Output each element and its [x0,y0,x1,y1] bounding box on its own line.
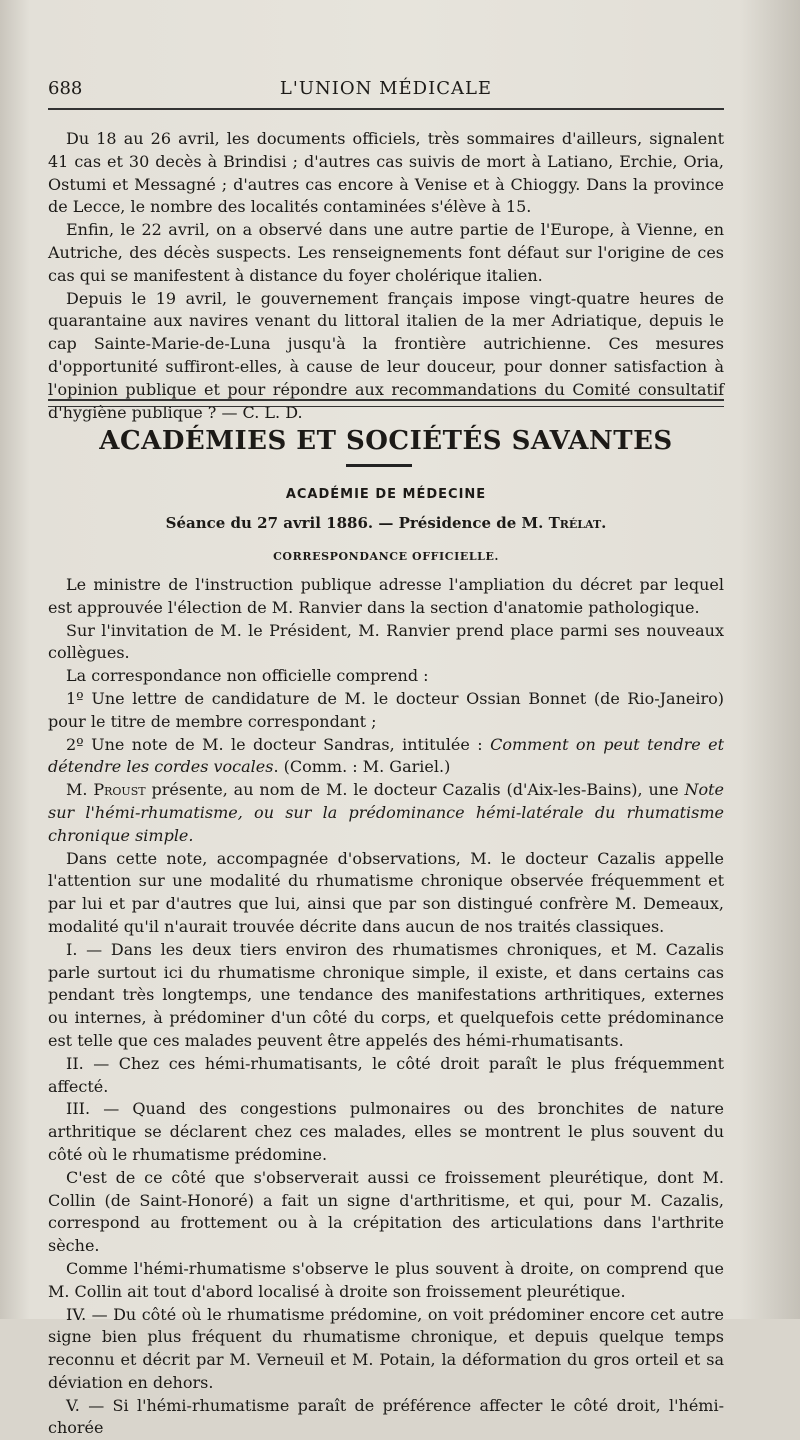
seance-prefix: Séance du 27 avril 1886. — Présidence de M. [165,514,549,532]
paragraph: Sur l'invitation de M. le Président, M. Ranvier prend place parmi ses nouveaux collègues. [48,620,724,663]
paragraph [48,734,724,780]
intro-text [48,128,724,424]
paragraph: I. — Dans les deux tiers environ des rhumatismes chroniques, et M. Cazalis parle surtout ici du rhumatisme chronique simple, il existe, et dans certains cas pendant très longtemps, une tendance des manifestations arthritiques, externes ou internes, à prédominer d'un côté du corps, et quelquefois cette prédominance est telle que ces malades peuvent être appelés des hémi-rhumatisants. [48,939,724,1050]
text: . (Comm. : M. Gariel.) [273,757,451,777]
page-number: 688 [48,78,83,99]
text: 2º Une note de M. le docteur Sandras, intitulée : [66,734,491,754]
paragraph: II. — Chez ces hémi-rhumatisants, le côté droit paraît le plus fréquemment affecté. [48,1053,724,1096]
paragraph: Dans cette note, accompagnée d'observations, M. le docteur Cazalis appelle l'attention sur une modalité du rhumatisme chronique observée fréquemment et par lui et par d'autres que lui, ainsi que par son distingué confrère M. Demeaux, modalité qu'il n'aurait trouvée décrite dans aucun de nos traités classiques. [48,848,724,936]
seance-suffix: . [601,514,607,532]
paragraph: C'est de ce côté que s'observerait aussi ce froissement pleurétique, dont M. Collin (de Saint-Honoré) a fait un signe d'arthritisme, et qui, pour M. Cazalis, correspond au frottement ou à la crépitation des articulations dans l'arthrite sèche. [48,1167,724,1256]
text: présente, au nom de M. le docteur Cazalis (d'Aix-les-Bains), une [145,780,685,800]
correspondance-heading: CORRESPONDANCE OFFICIELLE. [273,550,499,563]
paragraph: III. — Quand des congestions pulmonaires ou des bronchites de nature arthritique se déclarent chez ces malades, elles se montrent le plus souvent du côté où le rhumatisme prédomine. [48,1099,724,1164]
paragraph: Comme l'hémi-rhumatisme s'observe le plus souvent à droite, on comprend que M. Collin ait tout d'abord localisé à droite son froissement pleurétique. [48,1258,724,1301]
title-underline [346,464,412,467]
session-text [48,574,724,1440]
paragraph: V. — Si l'hémi-rhumatisme paraît de préférence affecter le côté droit, l'hémi-chorée [48,1395,724,1438]
seance-line [48,514,724,532]
paragraph: Le ministre de l'instruction publique adresse l'ampliation du décret par lequel est approuvée l'élection de M. Ranvier dans la section d'anatomie pathologique. [48,575,724,617]
section-double-rule [48,399,724,407]
president-name: Trélat [548,514,602,532]
paragraph [48,779,724,847]
paragraph: 1º Une lettre de candidature de M. le docteur Ossian Bonnet (de Rio-Janeiro) pour le titre de membre correspondant ; [48,688,724,731]
note-title: Comment on peut tendre et détendre les cordes vocales [48,734,724,777]
text: M. [66,780,94,800]
presenter-name: Proust [93,780,146,800]
section-subtitle: ACADÉMIE DE MÉDECINE [285,487,487,502]
running-header [48,78,724,104]
paragraph: Du 18 au 26 avril, les documents officiels, très sommaires d'ailleurs, signalent 41 cas et 30 decès à Brindisi ; d'autres cas suivis de mort à Latiano, Erchie, Oria, Ostumi et Messagné ; d'autres cas encore à Venise et à Chioggy. Dans la province de Lecce, le nombre des localités contaminées s'élève à 15. [48,129,724,217]
paragraph: La correspondance non officielle comprend : [66,666,429,686]
note-title: Note sur l'hémi-rhumatisme, ou sur la prédominance hémi-latérale du rhumatisme chronique simple. [48,780,724,845]
paragraph: Depuis le 19 avril, le gouvernement français impose vingt-quatre heures de quarantaine aux navires venant du littoral italien de la mer Adriatique, depuis le cap Sainte-Marie-de-Luna jusqu'à la frontière autrichienne. Ces mesures d'opportunité suffiront-elles, à cause de leur douceur, pour donner satisfaction à l'opinion publique et pour répondre aux recommandations du Comité consultatif d'hygiène publique ? — C. L. D. [48,288,724,422]
header-rule [48,108,724,110]
paragraph: IV. — Du côté où le rhumatisme prédomine, on voit prédominer encore cet autre signe bien plus fréquent du rhumatisme chronique, et depuis quelque temps reconnu et décrit par M. Verneuil et M. Potain, la déformation du gros orteil et sa déviation en dehors. [48,1304,724,1392]
running-title: L'UNION MÉDICALE [279,78,493,99]
paragraph: Enfin, le 22 avril, on a observé dans une autre partie de l'Europe, à Vienne, en Autriche, des décès suspects. Les renseignements font défaut sur l'origine de ces cas qui se manifestent à distance du foyer cholérique italien. [48,220,724,285]
section-title: ACADÉMIES ET SOCIÉTÉS SAVANTES [99,426,673,456]
